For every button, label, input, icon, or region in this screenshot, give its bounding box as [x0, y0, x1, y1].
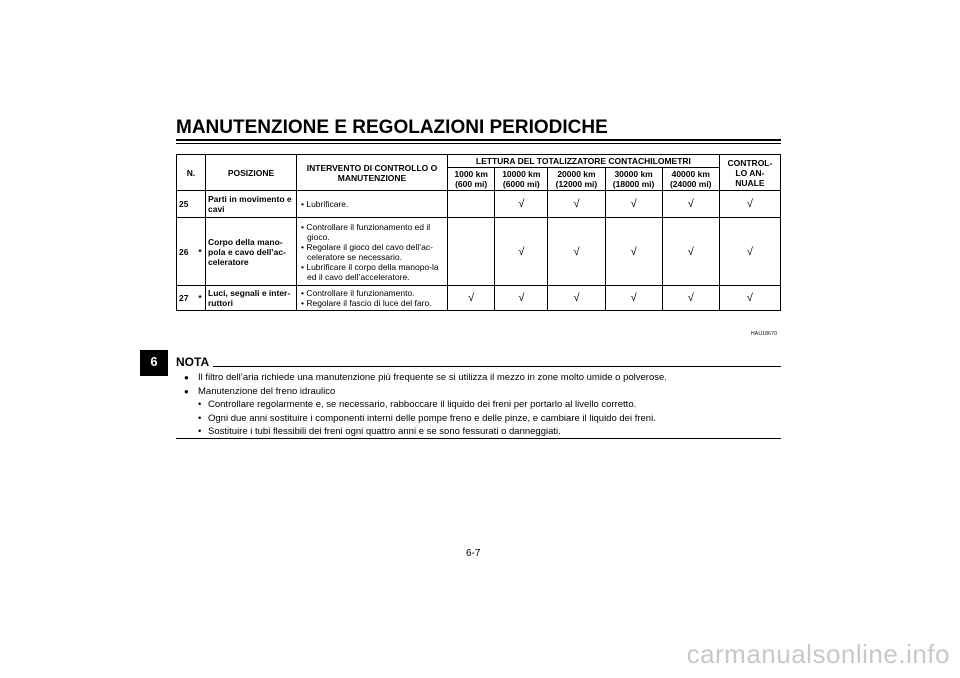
title-rule-thin	[176, 143, 781, 144]
table-header-row	[177, 155, 781, 168]
action-item: • Regolare il fascio di luce del faro.	[299, 298, 445, 308]
check-cell: √	[495, 218, 548, 286]
check-cell: √	[548, 286, 605, 311]
header-annual	[719, 155, 780, 191]
nota-item: ● Manutenzione del freno idraulico	[184, 385, 784, 399]
check-cell	[448, 191, 495, 218]
check-cell: √	[719, 218, 780, 286]
check-cell: √	[719, 286, 780, 311]
interval-1: 1000 km (600 mi)	[448, 168, 495, 191]
action-item: • Lubrificare il corpo della manopo-la ed il cavo dell’acceleratore.	[299, 262, 445, 282]
check-cell: √	[662, 191, 719, 218]
interval-2: 10000 km (6000 mi)	[495, 168, 548, 191]
page-number: 6-7	[466, 548, 481, 559]
header-annual-line1: CONTROL-	[727, 157, 773, 168]
header-position: POSIZIONE	[206, 155, 297, 191]
page-title: MANUTENZIONE E REGOLAZIONI PERIODICHE	[176, 117, 608, 138]
interval-3: 20000 km (12000 mi)	[548, 168, 605, 191]
watermark: carmanualsonline.info	[686, 639, 950, 669]
nota-subitem: • Ogni due anni sostituire i componenti interni delle pompe freno e delle pinze, e cambiare il liquido dei freni.	[184, 412, 784, 426]
header-annual-line2: LO AN-	[735, 167, 765, 178]
maintenance-table	[176, 154, 781, 311]
check-cell: √	[662, 286, 719, 311]
header-action	[297, 155, 448, 191]
row-star	[195, 191, 206, 218]
row-number: 26	[177, 218, 196, 286]
interval-4: 30000 km (18000 mi)	[605, 168, 662, 191]
row-position: Luci, segnali e inter-ruttori	[206, 286, 297, 311]
nota-subitem: • Controllare regolarmente e, se necessario, rabboccare il liquido dei freni per portarlo al livello corretto.	[184, 398, 784, 412]
table-row	[177, 286, 781, 311]
header-n: N.	[177, 155, 206, 191]
check-cell: √	[548, 218, 605, 286]
check-cell: √	[605, 218, 662, 286]
reference-code: HAU18670	[751, 331, 778, 337]
interval-5: 40000 km (24000 mi)	[662, 168, 719, 191]
check-cell: √	[719, 191, 780, 218]
check-cell: √	[662, 218, 719, 286]
row-star: *	[195, 218, 206, 286]
check-cell: √	[448, 286, 495, 311]
check-cell: √	[495, 191, 548, 218]
action-item: • Controllare il funzionamento ed il gioco.	[299, 222, 445, 242]
check-cell: √	[548, 191, 605, 218]
row-star: *	[195, 286, 206, 311]
row-actions	[297, 218, 448, 286]
check-cell: √	[605, 286, 662, 311]
check-cell: √	[605, 191, 662, 218]
nota-item: ● Il filtro dell’aria richiede una manutenzione più frequente se si utilizza il mezzo in zone molto umide o polverose.	[184, 371, 784, 385]
nota-title: NOTA	[176, 355, 210, 369]
check-cell: √	[495, 286, 548, 311]
row-number: 25	[177, 191, 196, 218]
row-actions	[297, 191, 448, 218]
table-row	[177, 191, 781, 218]
nota-rule	[213, 366, 781, 367]
action-item: • Controllare il funzionamento.	[299, 288, 445, 298]
header-annual-line3: NUALE	[735, 177, 765, 188]
row-number: 27	[177, 286, 196, 311]
row-actions	[297, 286, 448, 311]
row-position: Corpo della mano-pola e cavo dell’ac-celeratore	[206, 218, 297, 286]
title-rule-thick	[176, 139, 781, 141]
action-item: • Regolare il gioco del cavo dell’ac-celeratore se necessario.	[299, 242, 445, 262]
nota-bottom-rule	[176, 438, 781, 439]
action-item: • Lubrificare.	[299, 199, 445, 209]
nota-subitem: • Sostituire i tubi flessibili dei freni ogni quattro anni e se sono fessurati o danneggiati.	[184, 425, 784, 439]
header-action-line2: MANUTENZIONE	[337, 172, 407, 183]
check-cell	[448, 218, 495, 286]
row-position: Parti in movimento e cavi	[206, 191, 297, 218]
table-row	[177, 218, 781, 286]
header-reading: LETTURA DEL TOTALIZZATORE CONTACHILOMETRI	[448, 155, 720, 168]
header-action-line1: INTERVENTO DI CONTROLLO O	[306, 162, 438, 173]
nota-body	[184, 371, 784, 439]
section-tab: 6	[140, 350, 168, 376]
